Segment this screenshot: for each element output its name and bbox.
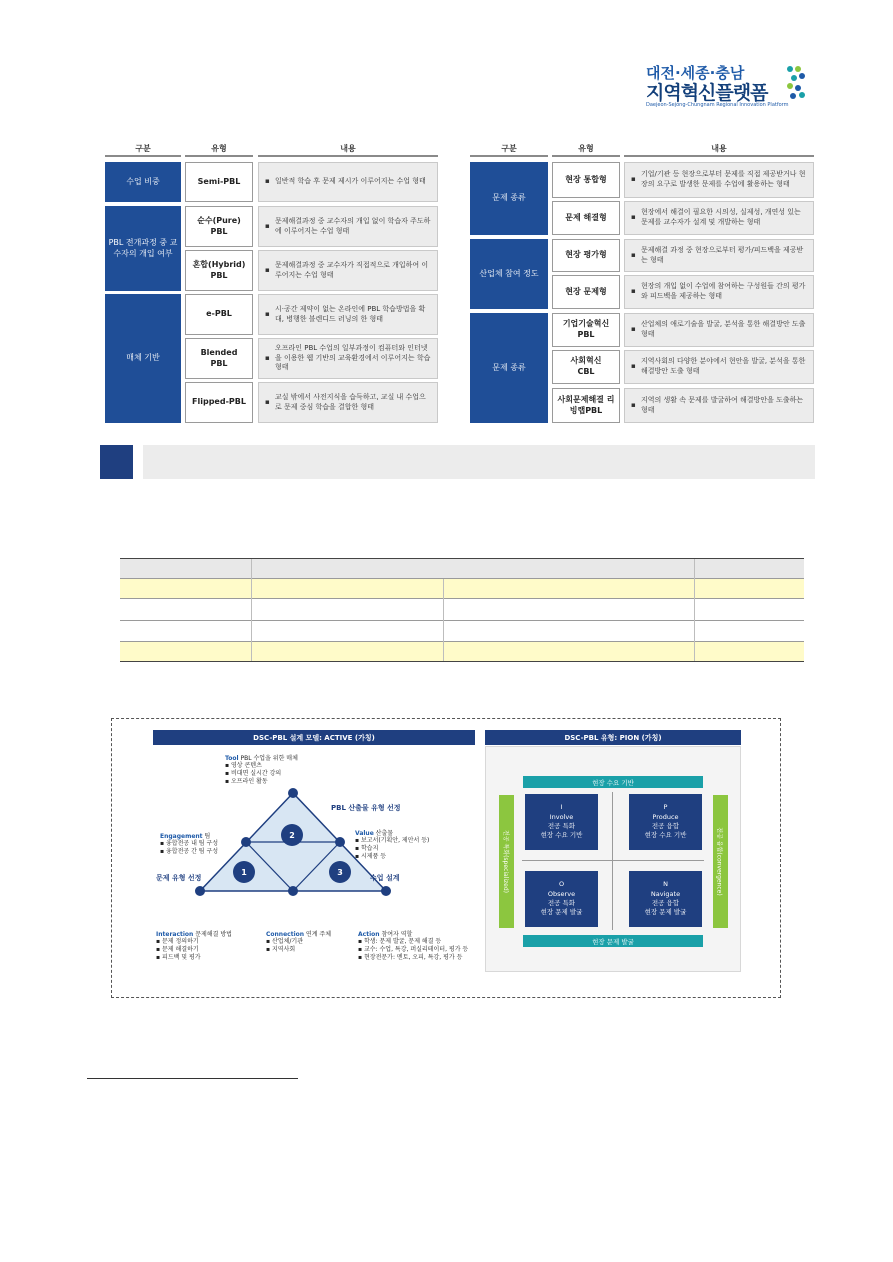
tool-block	[225, 753, 365, 786]
left-type: Semi-PBL	[185, 162, 253, 202]
tool-item: ▪ 비대면 실시간 강의	[225, 770, 282, 778]
right-header-rule	[552, 155, 620, 157]
logo-line2: 지역혁신플랫폼	[646, 82, 768, 104]
table-rule	[120, 578, 804, 579]
left-header-rule	[258, 155, 438, 157]
connection-label: 연계 주체	[304, 931, 332, 938]
pion-right-bar-label: 전공 융합(convergence)	[716, 827, 724, 896]
value-block	[355, 828, 465, 861]
pion-left-bar	[499, 795, 514, 928]
pion-bottom-bar: 현장 문제 발굴	[523, 935, 703, 947]
interaction-item: ▪ 문제 해결하기	[156, 946, 199, 954]
left-description: ▪ 교실 밖에서 사전지식을 습득하고, 교실 내 수업으로 문제 중심 학습을 결합한 형태	[258, 382, 438, 423]
logo-mark-icon	[784, 64, 810, 100]
step-2-badge: 2	[281, 824, 303, 846]
right-type: 사회혁신 CBL	[552, 350, 620, 384]
table-header-row	[120, 559, 804, 578]
left-header-type: 유형	[211, 144, 227, 153]
table-column-rule	[694, 559, 695, 661]
table-column-rule	[251, 559, 252, 661]
right-category: 산업체 참여 정도	[470, 239, 548, 309]
left-header-category: 구분	[135, 144, 151, 153]
section-title-bar	[143, 445, 815, 479]
tool-item: ▪ 영상 콘텐츠	[225, 762, 262, 769]
left-category: 매체 기반	[105, 294, 181, 423]
interaction-key: Interaction	[156, 931, 194, 938]
right-description: ▪ 현장의 개입 없이 수업에 참여하는 구성원들 간의 평가와 피드백을 제공하는 형태	[624, 275, 814, 309]
action-item: ▪ 학생: 문제 발굴, 문제 해결 등	[358, 938, 442, 945]
left-description: ▪ 문제해결과정 중 교수자의 개입 없이 학습자 주도하에 이루어지는 수업 형태	[258, 206, 438, 247]
right-description: ▪ 기업/기관 등 현장으로부터 문제를 직접 제공받거나 현장의 요구로 발생한 문제를 수업에 활용하는 형태	[624, 162, 814, 198]
pion-cross-vertical	[612, 792, 613, 930]
right-type: 기업기술혁신 PBL	[552, 313, 620, 347]
right-type: 문제 해결형	[552, 201, 620, 235]
left-type: 순수(Pure) PBL	[185, 206, 253, 247]
table-rule	[120, 620, 804, 621]
footnote-rule	[87, 1078, 298, 1079]
left-description: ▪ 일반적 학습 후 문제 제시가 이루어지는 수업 형태	[258, 162, 438, 202]
tool-key: Tool	[225, 755, 239, 762]
section-number-box	[100, 445, 133, 479]
table-rule	[120, 558, 804, 559]
action-key: Action	[358, 931, 380, 938]
engagement-label: 팀	[202, 833, 211, 840]
value-item: ▪ 보고서(기획안, 제안서 등)	[355, 837, 430, 844]
left-type: e-PBL	[185, 294, 253, 335]
engagement-block	[160, 831, 270, 856]
tool-label: PBL 수업을 위한 매체	[238, 755, 298, 762]
right-description: ▪ 지역사회의 다양한 분야에서 현안을 발굴, 분석을 통한 해결방안 도출 형태	[624, 350, 814, 384]
value-item: ▪ 학습지	[355, 845, 379, 853]
logo-line1: 대전·세종·충남	[646, 64, 745, 82]
pion-model-title: DSC-PBL 유형: PION (가칭)	[485, 730, 741, 745]
right-category: 문제 종류	[470, 162, 548, 235]
pion-quadrant-navigate: N Navigate 전공 융합 현장 문제 발굴	[629, 871, 702, 927]
pion-quadrant-involve: I Involve 전공 특화 현장 수요 기반	[525, 794, 598, 850]
right-header-rule	[470, 155, 548, 157]
left-description: ▪ 문제해결과정 중 교수자가 직접적으로 개입하여 이루어지는 수업 형태	[258, 250, 438, 291]
value-label: 산출물	[373, 830, 394, 837]
engagement-key: Engagement	[160, 833, 203, 840]
connection-item: ▪ 지역사회	[266, 946, 296, 954]
action-label: 참여자 역할	[379, 931, 413, 938]
left-description: ▪ 시·공간 제약이 없는 온라인에 PBL 학습방법을 확대, 병행한 블렌디드 러닝의 한 형태	[258, 294, 438, 335]
connection-block	[266, 929, 356, 954]
engagement-item: ▪ 융합전공 내 팀 구성	[160, 840, 219, 847]
right-type: 현장 평가형	[552, 239, 620, 272]
table-rule	[120, 661, 804, 662]
action-item: ▪ 교수: 수업, 특강, 퍼실리테이터, 평가 등	[358, 946, 469, 954]
engagement-item: ▪ 융합전공 간 팀 구성	[160, 848, 219, 856]
step-3-badge: 3	[329, 861, 351, 883]
left-category: 수업 비중	[105, 162, 181, 202]
right-description: ▪ 현장에서 해결이 필요한 시의성, 실제성, 개연성 있는 문제를 교수자가 설계 및 개발하는 형태	[624, 201, 814, 235]
connection-item: ▪ 산업체/기관	[266, 938, 303, 945]
table-row	[120, 579, 804, 598]
logo-english: Daejeon-Sejong-Chungnam Regional Innovation Platform	[646, 102, 789, 108]
action-block	[358, 929, 470, 962]
value-item: ▪ 시제품 등	[355, 853, 387, 861]
table-column-rule	[443, 579, 444, 661]
table-row	[120, 642, 804, 661]
pion-top-bar: 현장 수요 기반	[523, 776, 703, 788]
left-category: PBL 전개과정 중 교수자의 개입 여부	[105, 206, 181, 291]
left-type: Flipped-PBL	[185, 382, 253, 423]
left-header-content: 내용	[340, 144, 356, 153]
interaction-item: ▪ 문제 정의하기	[156, 938, 199, 945]
step-3-label: 수업 설계	[370, 874, 400, 882]
left-description: ▪ 오프라인 PBL 수업의 일부과정이 컴퓨터와 인터넷을 이용한 웹 기반의 교육환경에서 이루어지는 학습 형태	[258, 338, 438, 379]
pion-cross-horizontal	[522, 860, 704, 861]
step-2-label: PBL 산출물 유형 선정	[331, 804, 401, 812]
right-description: ▪ 산업체의 애로기술을 발굴, 분석을 통한 해결방안 도출 형태	[624, 313, 814, 347]
action-item: ▪ 현장전문가: 멘토, 오피, 특강, 평가 등	[358, 954, 463, 962]
logo	[646, 62, 811, 106]
right-description: ▪ 문제해결 과정 중 현장으로부터 평가/피드백을 제공받는 형태	[624, 239, 814, 272]
right-header-content: 내용	[711, 144, 727, 153]
interaction-item: ▪ 피드백 및 평가	[156, 954, 201, 962]
right-type: 현장 문제형	[552, 275, 620, 309]
left-type: Blended PBL	[185, 338, 253, 379]
right-type: 사회문제해결 리빙랩PBL	[552, 388, 620, 423]
interaction-block	[156, 929, 266, 962]
right-category: 문제 종류	[470, 313, 548, 423]
right-header-category: 구분	[501, 144, 517, 153]
left-type: 혼합(Hybrid) PBL	[185, 250, 253, 291]
right-type: 현장 통합형	[552, 162, 620, 198]
left-header-rule	[185, 155, 253, 157]
left-header-rule	[105, 155, 181, 157]
pion-right-bar	[713, 795, 728, 928]
pion-quadrant-observe: O Observe 전공 특화 현장 문제 발굴	[525, 871, 598, 927]
right-header-type: 유형	[578, 144, 594, 153]
tool-item: ▪ 오프라인 활동	[225, 778, 268, 786]
step-1-label: 문제 유형 선정	[156, 874, 202, 882]
active-model-title: DSC-PBL 설계 모델: ACTIVE (가칭)	[153, 730, 475, 745]
connection-key: Connection	[266, 931, 305, 938]
value-key: Value	[355, 830, 374, 837]
right-description: ▪ 지역의 생활 속 문제를 발굴하여 해결방안을 도출하는 형태	[624, 388, 814, 423]
step-1-badge: 1	[233, 861, 255, 883]
pion-quadrant-produce: P Produce 전공 융합 현장 수요 기반	[629, 794, 702, 850]
interaction-label: 문제해결 방법	[193, 931, 232, 938]
table-rule	[120, 598, 804, 599]
right-header-rule	[624, 155, 814, 157]
pion-left-bar-label: 전공 특화(specialized)	[502, 829, 509, 894]
